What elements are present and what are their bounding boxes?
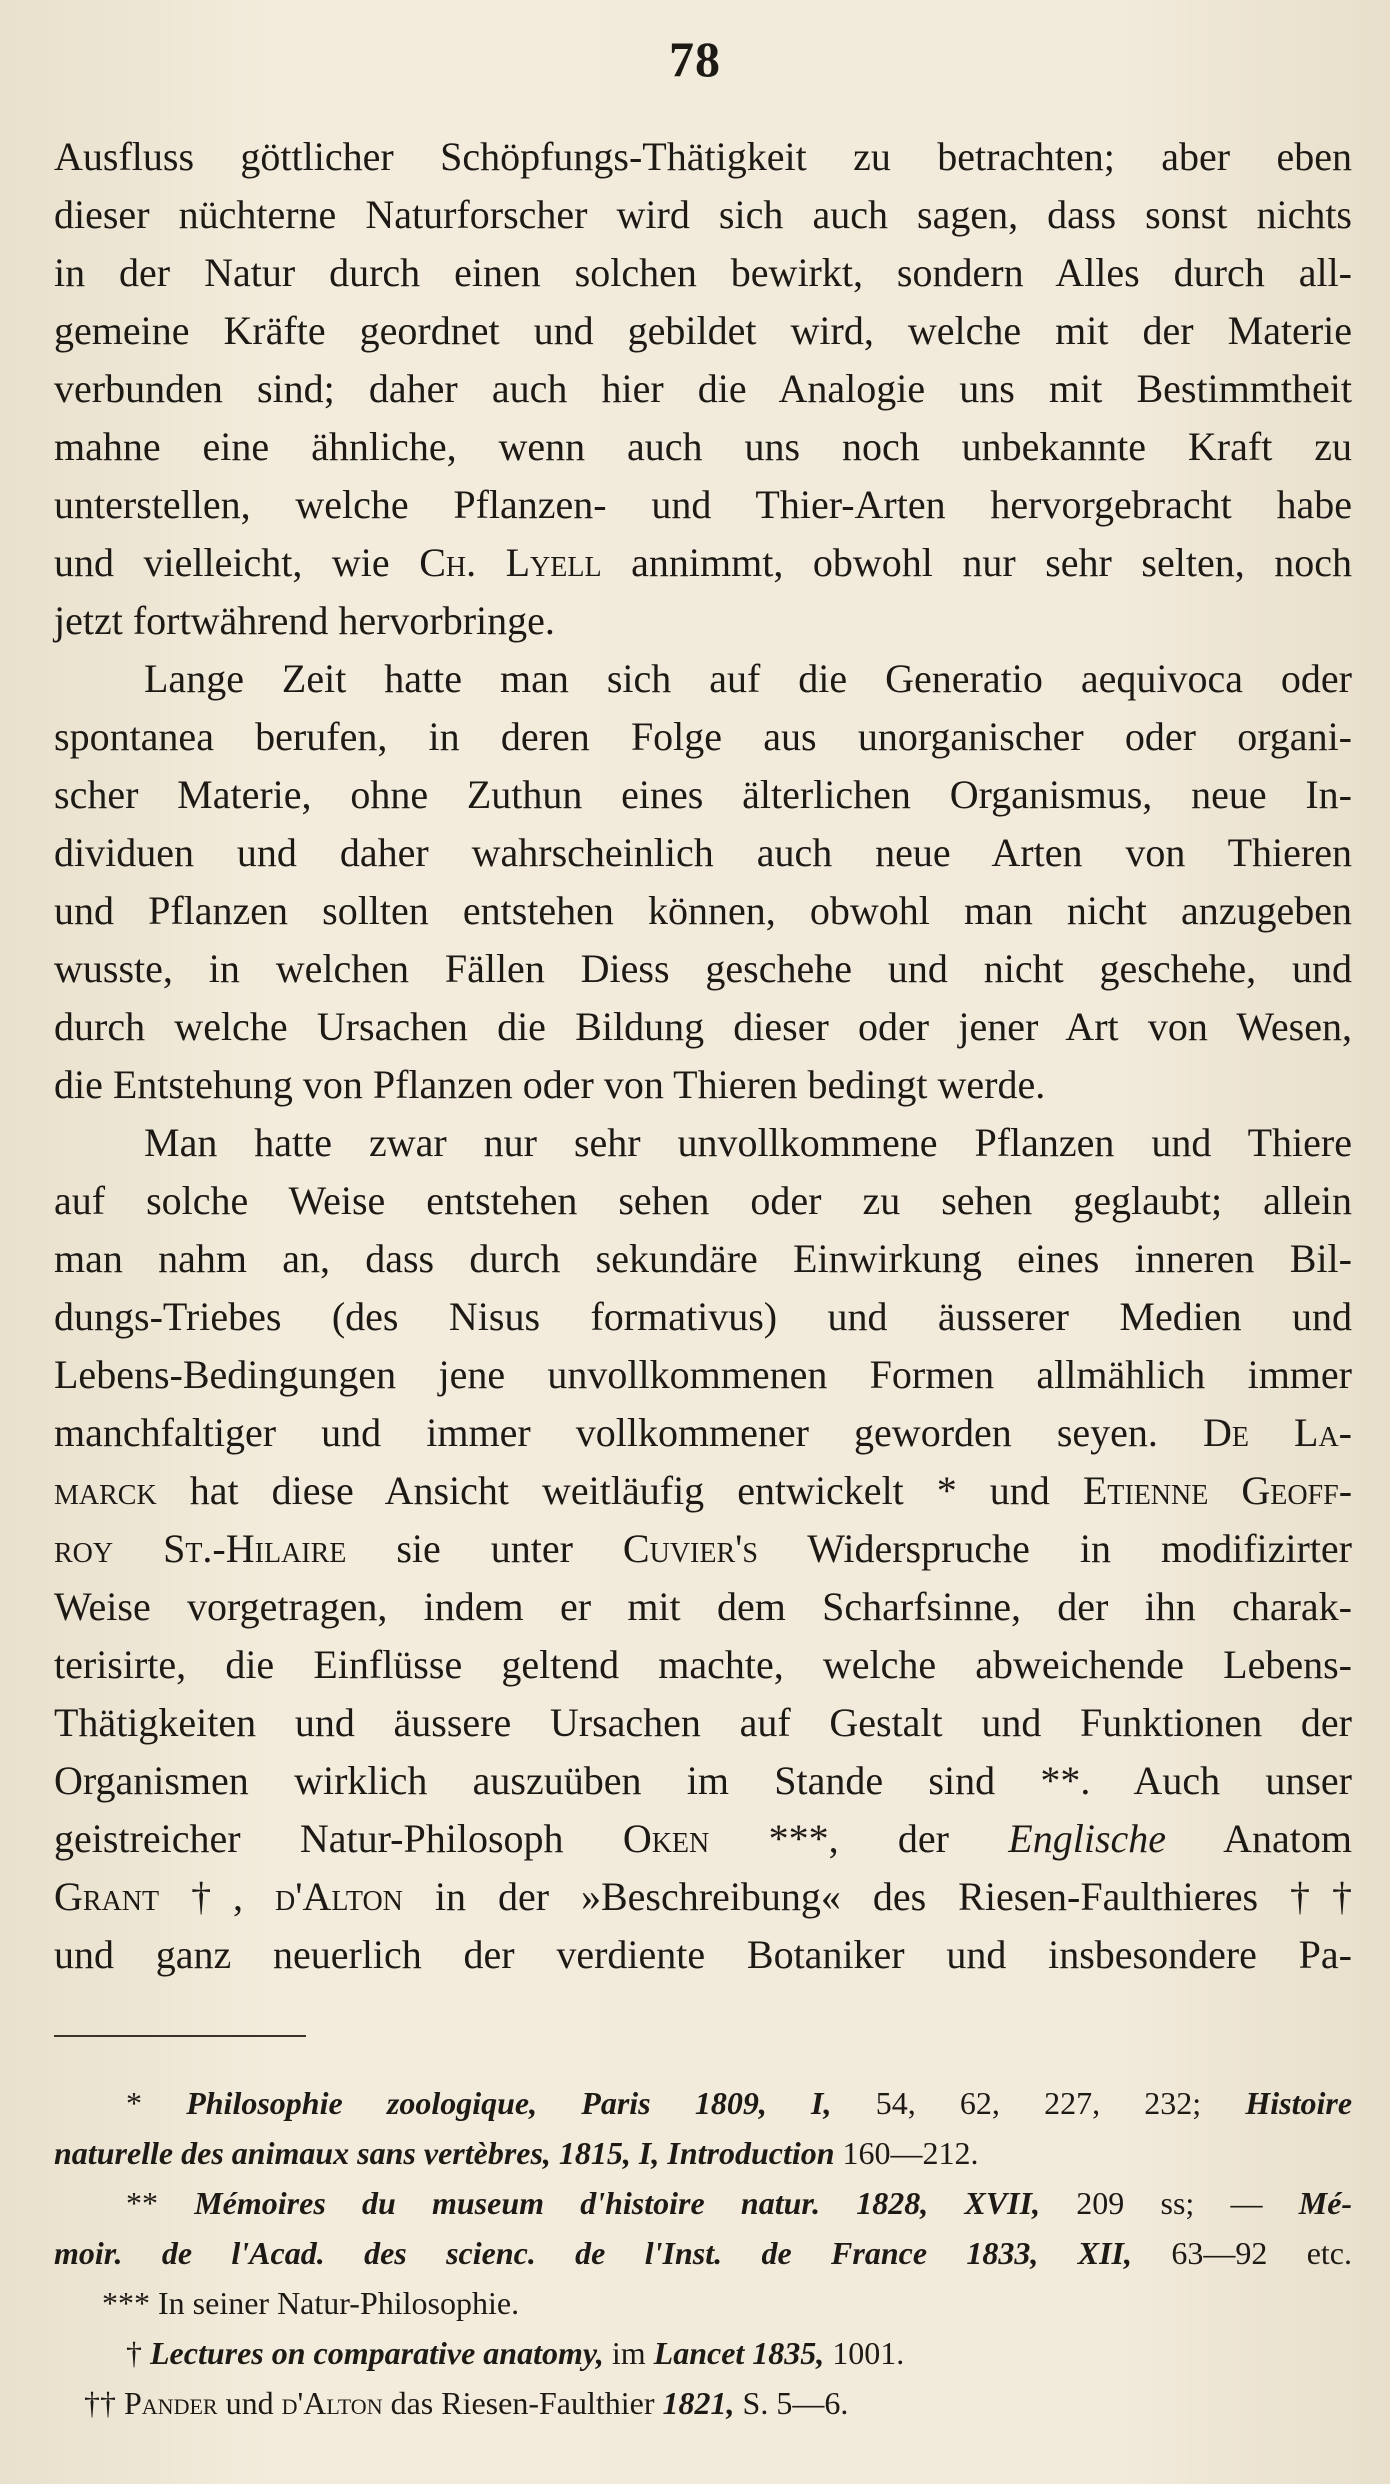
author-name: Cuvier's <box>622 1526 758 1571</box>
paragraph-start: Man hatte zwar nur sehr unvollkommene Pflanzen und Thiere <box>144 1120 1352 1165</box>
text-line: Lebens-Bedingungen jene unvollkommenen Formen allmählich immer <box>54 1352 1352 1397</box>
text-line: dividuen und daher wahrscheinlich auch neue Arten von Thieren <box>54 830 1352 875</box>
text-line: roy St.-Hilaire sie unter Cuvier's Widerspruche in modifizirter <box>54 1526 1352 1571</box>
text-line: unterstellen, welche Pflanzen- und Thier-Arten hervorgebracht habe <box>54 482 1352 527</box>
author-name: d'Alton <box>275 1874 403 1919</box>
text-line: manchfaltiger und immer vollkommener geworden seyen. De La- <box>54 1410 1352 1455</box>
text-line: Ausfluss göttlicher Schöpfungs-Thätigkeit zu betrachten; aber eben <box>54 134 1352 179</box>
footnote: † Lectures on comparative anatomy, im Lancet 1835, 1001. <box>126 2335 905 2371</box>
footnote-continuation: naturelle des animaux sans vertèbres, 1815, I, Introduction 160—212. <box>54 2135 979 2171</box>
text-line: jetzt fortwährend hervorbringe. <box>54 598 555 643</box>
text-line: dungs-Triebes (des Nisus formativus) und äusserer Medien und <box>54 1294 1352 1339</box>
footnote-divider <box>54 2035 306 2037</box>
text-line: durch welche Ursachen die Bildung dieser oder jener Art von Wesen, <box>54 1004 1352 1049</box>
text-line: auf solche Weise entstehen sehen oder zu sehen geglaubt; allein <box>54 1178 1352 1223</box>
text-line: spontanea berufen, in deren Folge aus unorganischer oder organi- <box>54 714 1352 759</box>
text-line: Weise vorgetragen, indem er mit dem Scharfsinne, der ihn charak- <box>54 1584 1352 1629</box>
text-line: in der Natur durch einen solchen bewirkt, sondern Alles durch all- <box>54 250 1352 295</box>
text-line: und vielleicht, wie Ch. Lyell annimmt, obwohl nur sehr selten, noch <box>54 540 1352 585</box>
author-name: marck <box>54 1468 157 1513</box>
text-line: mahne eine ähnliche, wenn auch uns noch unbekannte Kraft zu <box>54 424 1352 469</box>
text-line: man nahm an, dass durch sekundäre Einwirkung eines inneren Bil- <box>54 1236 1352 1281</box>
text-line: und Pflanzen sollten entstehen können, obwohl man nicht anzugeben <box>54 888 1352 933</box>
page-number: 78 <box>669 31 721 87</box>
text-line: die Entstehung von Pflanzen oder von Thieren bedingt werde. <box>54 1062 1046 1107</box>
text-line: geistreicher Natur-Philosoph Oken ***, der Englische Anatom <box>54 1816 1352 1861</box>
author-name: De La- <box>1202 1410 1352 1455</box>
text-line: terisirte, die Einflüsse geltend machte, welche abweichende Lebens- <box>54 1642 1352 1687</box>
author-name: Oken <box>622 1816 710 1861</box>
text-line: Grant †, d'Alton in der »Beschreibung« des Riesen-Faulthieres †† <box>54 1874 1353 1919</box>
text-line: dieser nüchterne Naturforscher wird sich auch sagen, dass sonst nichts <box>54 192 1352 237</box>
text-line: und ganz neuerlich der verdiente Botaniker und insbesondere Pa- <box>54 1932 1352 1977</box>
text-line: verbunden sind; daher auch hier die Analogie uns mit Bestimmtheit <box>54 366 1352 411</box>
footnote-continuation: moir. de l'Acad. des scienc. de l'Inst. de France 1833, XII, 63—92 etc. <box>54 2235 1353 2271</box>
author-name: roy St.-Hilaire <box>54 1526 347 1571</box>
text-line: Thätigkeiten und äussere Ursachen auf Gestalt und Funktionen der <box>54 1700 1352 1745</box>
footnote: †† Pander und d'Alton das Riesen-Faulthier 1821, S. 5—6. <box>84 2385 849 2421</box>
paragraph-start: Lange Zeit hatte man sich auf die Generatio aequivoca oder <box>144 656 1352 701</box>
text-line: scher Materie, ohne Zuthun eines älterlichen Organismus, neue In- <box>54 772 1352 817</box>
text-line: Organismen wirklich auszuüben im Stande sind **. Auch unser <box>54 1758 1352 1803</box>
main-text <box>54 128 1352 1984</box>
text-line: marck hat diese Ansicht weitläufig entwickelt * und Etienne Geoff- <box>54 1468 1353 1513</box>
author-name: Grant <box>54 1874 160 1919</box>
italic-word: Englische <box>1008 1816 1167 1861</box>
text-line: wusste, in welchen Fällen Diess geschehe und nicht geschehe, und <box>54 946 1352 991</box>
author-name: Ch. Lyell <box>419 540 602 585</box>
footnote: ** Mémoires du museum d'histoire natur. 1828, XVII, 209 ss; — Mé- <box>126 2185 1353 2221</box>
text-line: gemeine Kräfte geordnet und gebildet wird, welche mit der Materie <box>54 308 1352 353</box>
author-name: Etienne Geoff- <box>1082 1468 1353 1513</box>
footnote: *** In seiner Natur-Philosophie. <box>102 2285 520 2321</box>
footnotes <box>54 2078 1352 2428</box>
footnote: * Philosophie zoologique, Paris 1809, I, 54, 62, 227, 232; Histoire <box>126 2085 1353 2121</box>
